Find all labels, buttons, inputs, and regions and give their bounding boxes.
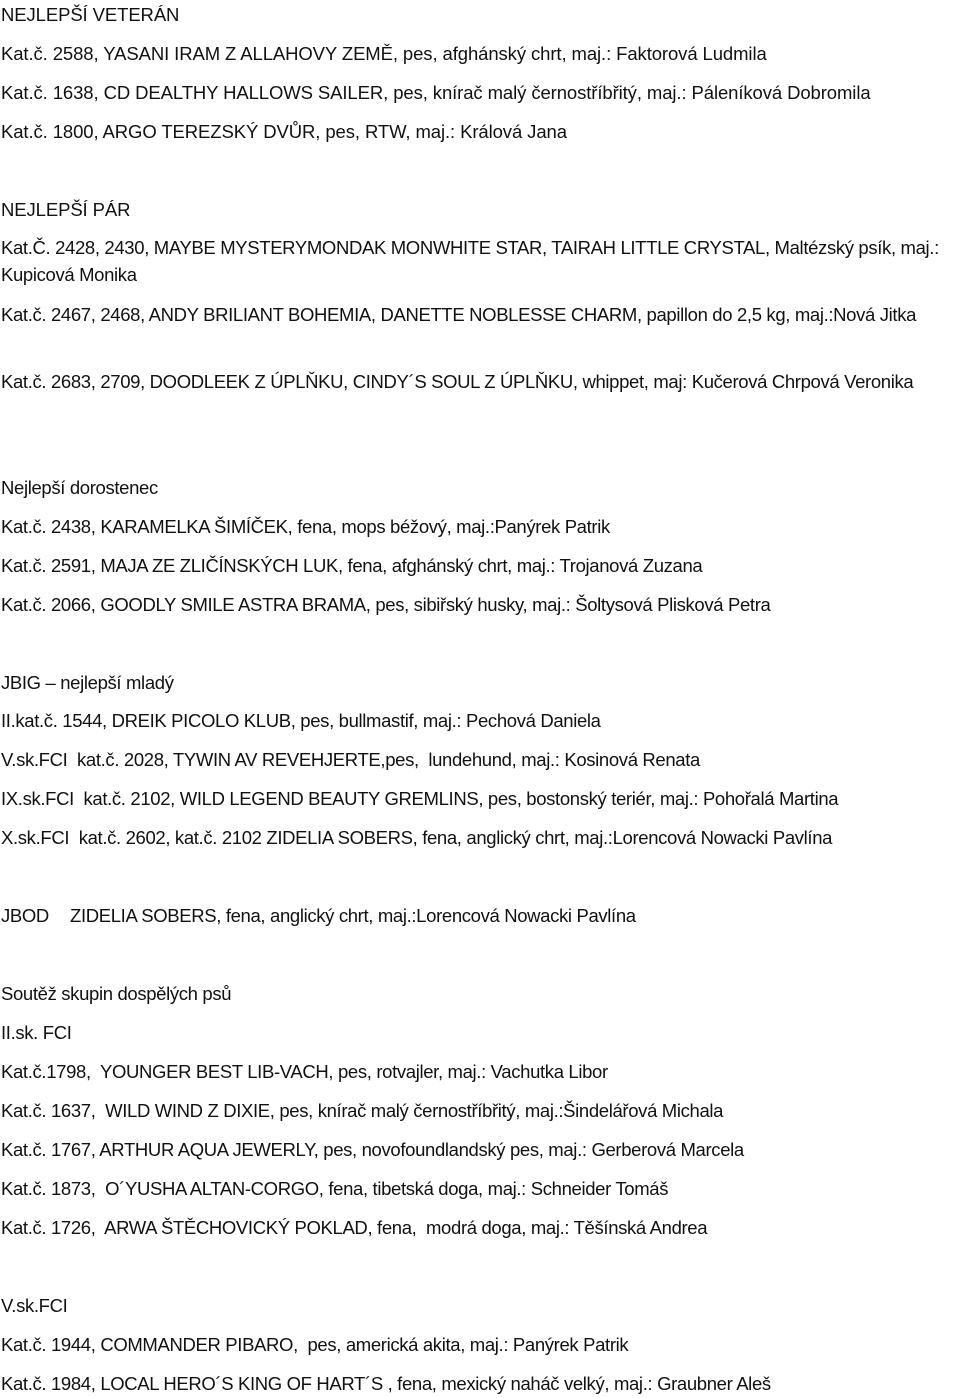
list-item: Kat.č. 2591, MAJA ZE ZLIČÍNSKÝCH LUK, fena, afghánský chrt, maj.: Trojanová Zuzana <box>1 555 703 576</box>
jbod-text: ZIDELIA SOBERS, fena, anglický chrt, maj.:Lorencová Nowacki Pavlína <box>70 905 636 926</box>
list-item: V.sk.FCI kat.č. 2028, TYWIN AV REVEHJERTE,pes, lundehund, maj.: Kosinová Renata <box>1 749 700 770</box>
list-item: Kat.č. 1726, ARWA ŠTĚCHOVICKÝ POKLAD, fena, modrá doga, maj.: Těšínská Andrea <box>1 1217 708 1238</box>
section-heading-veteran: NEJLEPŠÍ VETERÁN <box>1 4 180 25</box>
section-heading-pair: NEJLEPŠÍ PÁR <box>1 199 131 220</box>
list-item: X.sk.FCI kat.č. 2602, kat.č. 2102 ZIDELIA SOBERS, fena, anglický chrt, maj.:Lorencová Nowacki Pavlína <box>1 827 833 848</box>
list-item: Kat.č. 1984, LOCAL HERO´S KING OF HART´S , fena, mexický naháč velký, maj.: Graubner Aleš <box>1 1373 771 1394</box>
list-item: II.kat.č. 1544, DREIK PICOLO KLUB, pes, bullmastif, maj.: Pechová Daniela <box>1 710 601 731</box>
list-item: Kat.č. 1873, O´YUSHA ALTAN-CORGO, fena, tibetská doga, maj.: Schneider Tomáš <box>1 1178 669 1199</box>
list-item: Kat.č. 1638, CD DEALTHY HALLOWS SAILER, pes, knírač malý černostříbřitý, maj.: Páleníková Dobromila <box>1 82 871 103</box>
list-item: Kat.č. 2438, KARAMELKA ŠIMÍČEK, fena, mops béžový, maj.:Panýrek Patrik <box>1 516 610 537</box>
list-item: Kat.Č. 2428, 2430, MAYBE MYSTERYMONDAK MONWHITE STAR, TAIRAH LITTLE CRYSTAL, Maltézský psík, maj.: Kupicová Monika <box>1 237 939 285</box>
section-jbod <box>1 902 960 929</box>
list-item: Kat.č. 1800, ARGO TEREZSKÝ DVŮR, pes, RTW, maj.: Králová Jana <box>1 121 567 142</box>
list-item: Kat.č. 1637, WILD WIND Z DIXIE, pes, knírač malý černostříbřitý, maj.:Šindelářová Michala <box>1 1100 724 1121</box>
list-item: Kat.č. 1767, ARTHUR AQUA JEWERLY, pes, novofoundlandský pes, maj.: Gerberová Marcela <box>1 1139 744 1160</box>
group-heading-v: V.sk.FCI <box>1 1295 68 1316</box>
jbod-label: JBOD <box>1 905 49 926</box>
list-item: Kat.č. 2683, 2709, DOODLEEK Z ÚPLŇKU, CINDY´S SOUL Z ÚPLŇKU, whippet, maj: Kučerová Chrpová Veronika <box>1 371 914 392</box>
group-heading-ii: II.sk. FCI <box>1 1022 72 1043</box>
list-item: Kat.č. 1944, COMMANDER PIBARO, pes, americká akita, maj.: Panýrek Patrik <box>1 1334 629 1355</box>
list-item: Kat.č. 2588, YASANI IRAM Z ALLAHOVY ZEMĚ, pes, afghánský chrt, maj.: Faktorová Ludmila <box>1 43 767 64</box>
section-heading-group-competition: Soutěž skupin dospělých psů <box>1 983 232 1004</box>
section-heading-jbig: JBIG – nejlepší mladý <box>1 672 174 693</box>
list-item: Kat.č. 2066, GOODLY SMILE ASTRA BRAMA, pes, sibiřský husky, maj.: Šoltysová Plisková Petra <box>1 594 771 615</box>
list-item: Kat.č.1798, YOUNGER BEST LIB-VACH, pes, rotvajler, maj.: Vachutka Libor <box>1 1061 608 1082</box>
list-item: Kat.č. 2467, 2468, ANDY BRILIANT BOHEMIA, DANETTE NOBLESSE CHARM, papillon do 2,5 kg, maj.:Nová Jitka <box>1 304 917 325</box>
section-heading-junior-handler: Nejlepší dorostenec <box>1 477 158 498</box>
list-item: IX.sk.FCI kat.č. 2102, WILD LEGEND BEAUTY GREMLINS, pes, bostonský teriér, maj.: Pohořalá Martina <box>1 788 839 809</box>
